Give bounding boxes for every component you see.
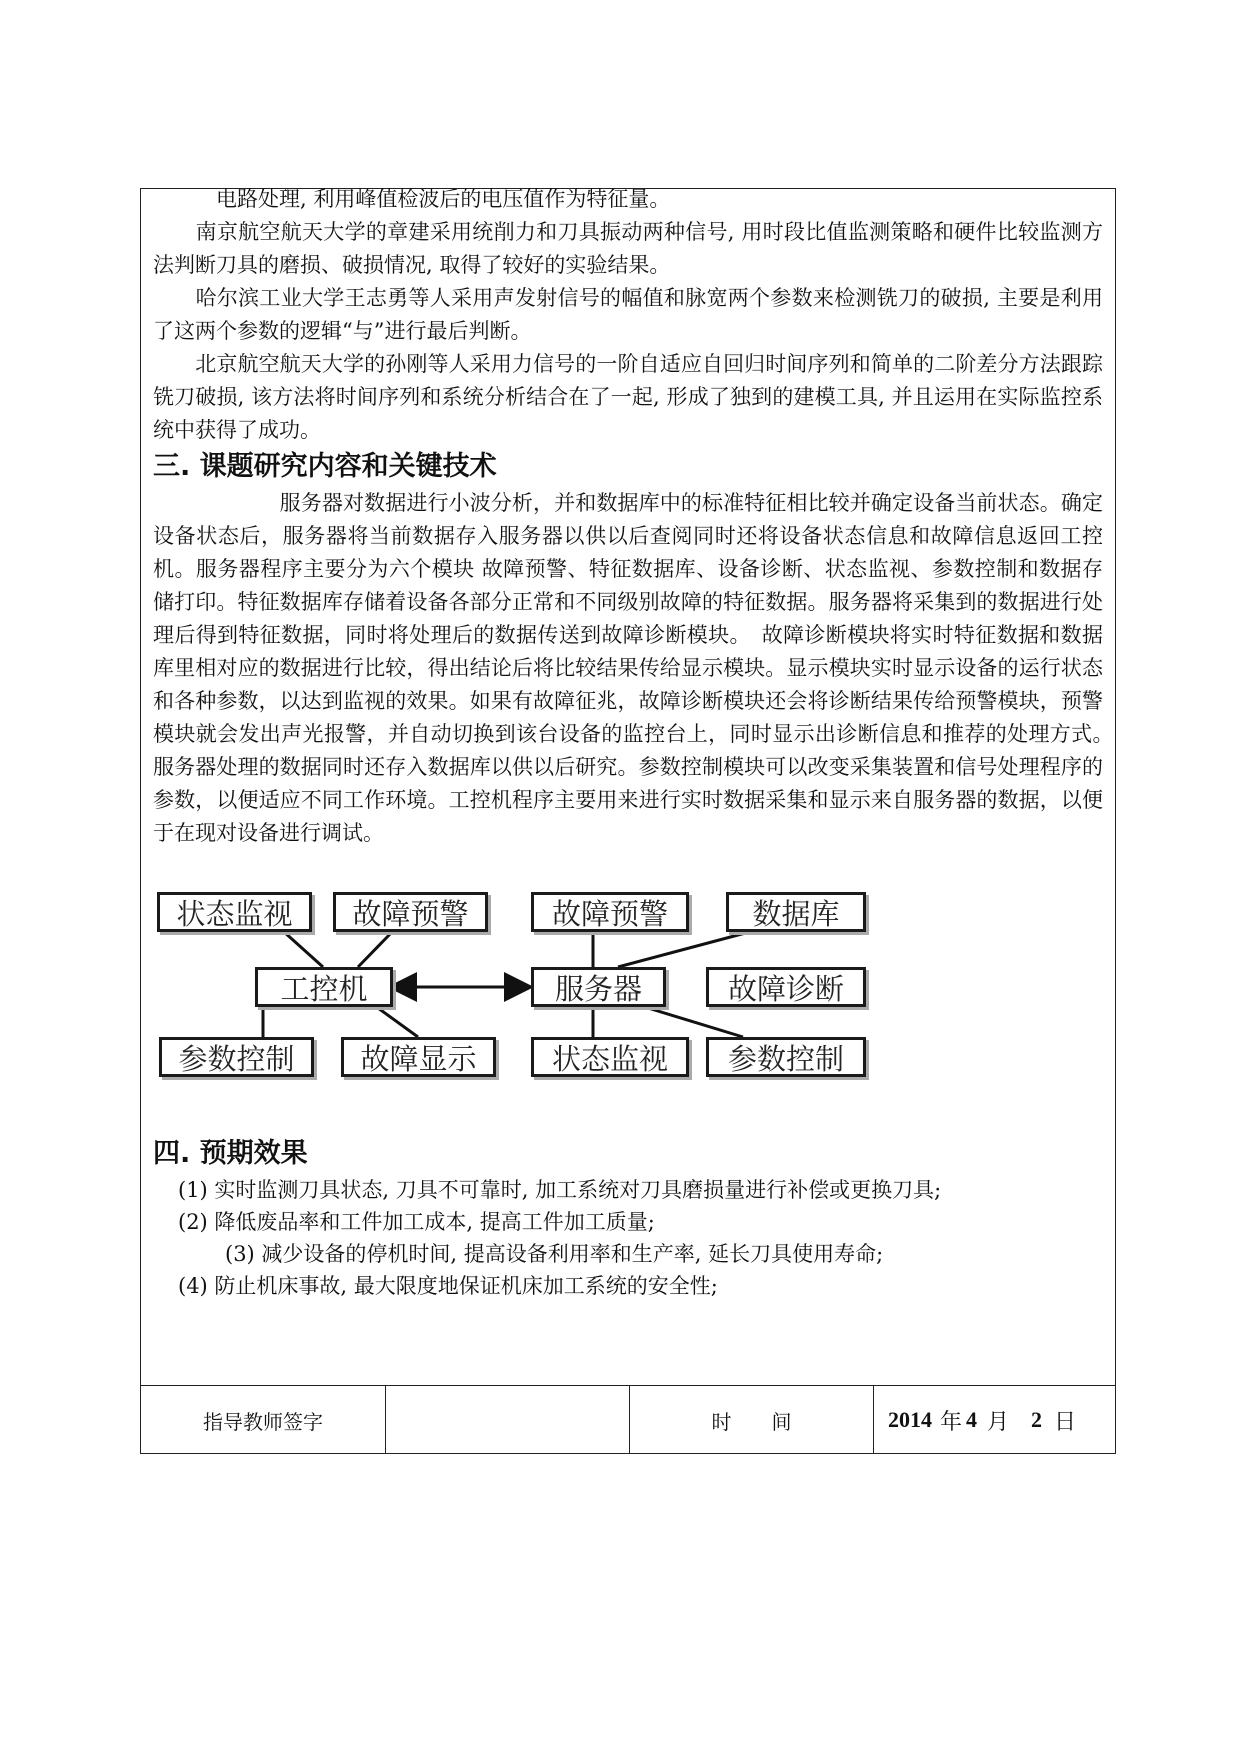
paragraph-beijing: 北京航空航天大学的孙刚等人采用力信号的一阶自适应自回归时间序列和简单的二阶差分方法跟踪铣刀破损, 该方法将时间序列和系统分析结合在了一起, 形成了独到的建模工具, 并且运用在实际监控系统中获得了成功。 (153, 352, 1103, 442)
diagram-box-right-param-control: 参数控制 (706, 1037, 866, 1077)
expectation-item: (2) 降低废品率和工件加工成本, 提高工件加工质量; (178, 1210, 655, 1234)
teacher-signature-field[interactable] (385, 1386, 629, 1454)
diagram-box-left-status-monitor: 状态监视 (157, 892, 312, 932)
expectation-item: (4) 防止机床事故, 最大限度地保证机床加工系统的安全性; (178, 1274, 718, 1298)
paragraph-nanjing: 南京航空航天大学的章建采用统削力和刀具振动两种信号, 用时段比值监测策略和硬件比较监测方法判断刀具的磨损、破损情况, 取得了较好的实验结果。 (153, 220, 1103, 277)
date-year-unit: 年 (940, 1409, 963, 1435)
section4-heading: 四. 预期效果 (153, 1138, 308, 1169)
paragraph-circuit: 电路处理, 利用峰值检波后的电压值作为特征量。 (153, 187, 671, 211)
diagram-box-left-fault-display: 故障显示 (341, 1037, 496, 1077)
date-day-unit: 日 (1054, 1409, 1077, 1435)
section3-heading: 三. 课题研究内容和关键技术 (153, 451, 497, 482)
date-year: 2014 (888, 1407, 932, 1432)
time-label: 时 间 (711, 1409, 792, 1434)
system-architecture-diagram (153, 889, 995, 1095)
expectation-item: (1) 实时监测刀具状态, 刀具不可靠时, 加工系统对刀具磨损量进行补偿或更换刀具; (178, 1178, 942, 1202)
teacher-signature-label: 指导教师签字 (203, 1409, 323, 1434)
diagram-box-right-database: 数据库 (726, 892, 866, 932)
diagram-box-left-param-control: 参数控制 (159, 1037, 314, 1077)
diagram-box-right-fault-diagnosis: 故障诊断 (706, 967, 866, 1007)
teacher-signature-label-cell (141, 1386, 385, 1454)
diagram-box-server: 服务器 (531, 967, 666, 1007)
signature-row (141, 1385, 1115, 1454)
date-cell (873, 1386, 1115, 1454)
diagram-box-right-fault-warning: 故障预警 (531, 892, 689, 932)
diagram-box-right-status-monitor: 状态监视 (531, 1037, 689, 1077)
time-label-cell (629, 1386, 873, 1454)
report-table-frame (140, 187, 1124, 1454)
diagram-box-ipc: 工控机 (255, 967, 393, 1007)
date-month-unit: 月 (987, 1409, 1010, 1435)
content-area (153, 187, 1124, 1298)
date-month: 4 (966, 1407, 978, 1432)
date-day: 2 (1031, 1407, 1043, 1432)
section3-body: 服务器对数据进行小波分析，并和数据库中的标准特征相比较并确定设备当前状态。确定设备状态后，服务器将当前数据存入服务器以供以后查阅同时还将设备状态信息和故障信息返回工控机。服务器程序主要分为六个模块 故障预警、特征数据库、设备诊断、状态监视、参数控制和数据存储打印。特征数据库存储着设备各部分正常和不同级别故障的特征数据。服务器将采集到的数据进行处理后得到特征数据，同时将处理后的数据传送到故障诊断模块。 故障诊断模块将实时特征数据和数据库里相对应的数据进行比较，得出结论后将比较结果传给显示模块。显示模块实时显示设备的运行状态和各种参数，以达到监视的效果。如果有故障征兆，故障诊断模块还会将诊断结果传给预警模块，预警模块就会发出声光报警，并自动切换到该台设备的监控台上，同时显示出诊断信息和推荐的处理方式。 服务器处理的数据同时还存入数据库以供以后研究。参数控制模块可以改变采集装置和信号处理程序的参数，以便适应不同工作环境。工控机程序主要用来进行实时数据采集和显示来自服务器的数据，以便于在现对设备进行调试。 (153, 491, 1124, 845)
paragraph-harbin: 哈尔滨工业大学王志勇等人采用声发射信号的幅值和脉宽两个参数来检测铣刀的破损, 主要是利用了这两个参数的逻辑“与”进行最后判断。 (153, 286, 1103, 343)
section4-block (153, 1134, 1103, 1302)
diagram-box-left-fault-warning: 故障预警 (333, 892, 488, 932)
expectation-item: (3) 减少设备的停机时间, 提高设备利用率和生产率, 延长刀具使用寿命; (225, 1242, 884, 1266)
